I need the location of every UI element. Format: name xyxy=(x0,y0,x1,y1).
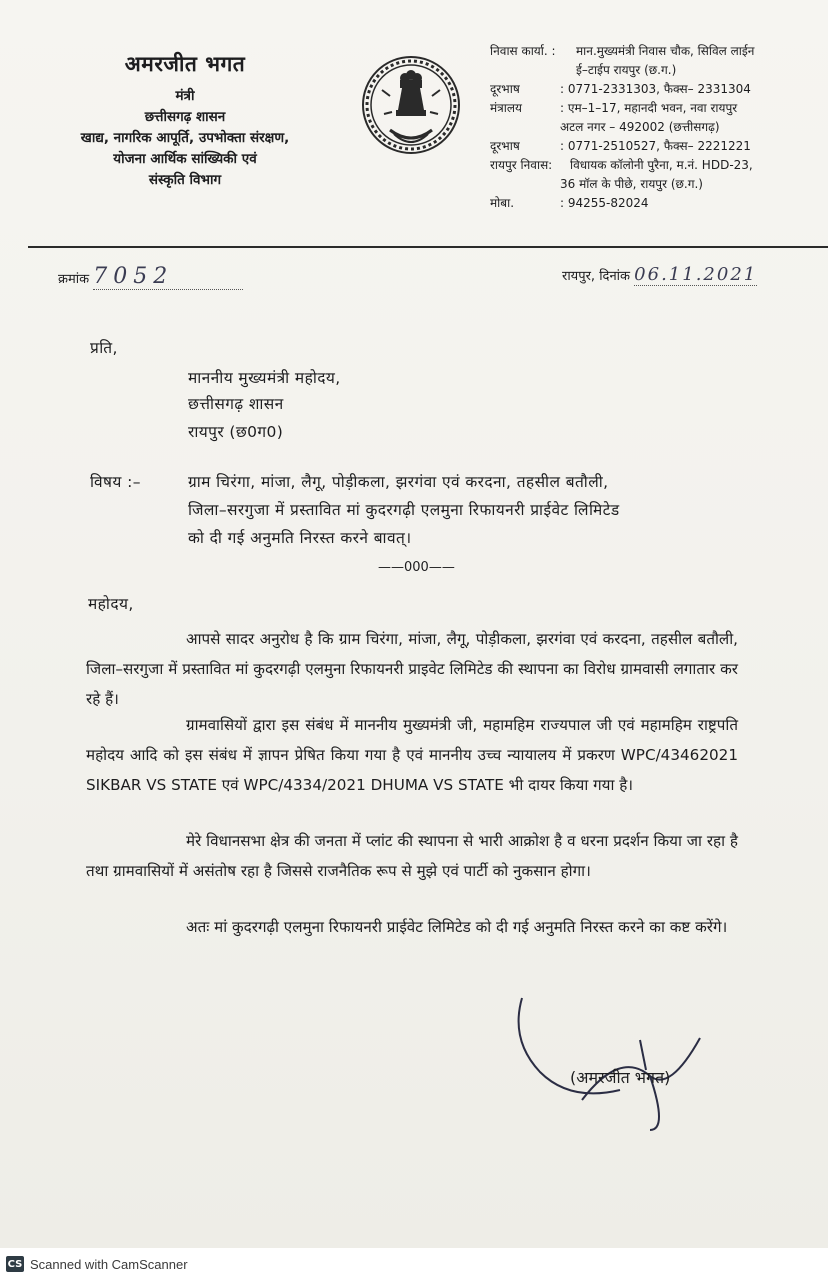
raipur-residence-address: विधायक कॉलोनी पुरैना, म.नं. HDD-23, xyxy=(570,158,753,172)
minister-name: अमरजीत भगत xyxy=(124,52,246,76)
subject-separator: ——000—— xyxy=(378,560,455,575)
government: छत्तीसगढ़ शासन xyxy=(144,109,226,125)
letterhead-left xyxy=(40,50,330,191)
subject-line: ग्राम चिरंगा, मांजा, लैगू, पोड़ीकला, झरगंवा एवं करदना, तहसील बतौली, xyxy=(188,473,609,491)
addressee-line: रायपुर (छ0ग0) xyxy=(188,423,284,441)
ministry-address: : एम–1–17, महानदी भवन, नवा रायपुर xyxy=(560,101,738,115)
date-label: रायपुर, दिनांक xyxy=(562,269,631,284)
subject-line: को दी गई अनुमति निरस्त करने बावत्। xyxy=(188,529,412,547)
phone-value: : 0771-2331303, फैक्स– 2331304 xyxy=(560,82,751,96)
office-label: निवास कार्या. : xyxy=(490,44,556,58)
body-paragraph: मेरे विधानसभा क्षेत्र की जनता में प्लांट की स्थापना से भारी आक्रोश है व धरना प्रदर्शन किया जा रहा है तथा ग्रामवासियों में असंतोष रहा है जिससे राजनैतिक रूप से मुझे एवं पार्टी को नुकसान होगा। xyxy=(86,832,738,880)
mobile-value: : 94255-82024 xyxy=(560,196,649,210)
salutation: महोदय, xyxy=(88,595,134,613)
phone-label: दूरभाष xyxy=(490,139,520,153)
addressee-line: छत्तीसगढ़ शासन xyxy=(188,395,284,413)
body-paragraph: ग्रामवासियों द्वारा इस संबंध में माननीय मुख्यमंत्री जी, महामहिम राज्यपाल जी एवं महामहिम राष्ट्रपति महोदय आदि को इस संबंध में ज्ञापन प्रेषित किया गया है एवं माननीय उच्च न्यायालय में प्रकरण WPC/43462021 SIKBAR VS STATE एवं WPC/4334/2021 DHUMA VS STATE भी दायर किया गया है। xyxy=(86,716,738,794)
raipur-residence-address-2: 36 मॉल के पीछे, रायपुर (छ.ग.) xyxy=(560,177,703,191)
department-line: खाद्य, नागरिक आपूर्ति, उपभोक्ता संरक्षण, xyxy=(80,130,290,146)
letter-date xyxy=(562,264,757,286)
scanner-footer xyxy=(0,1248,828,1280)
scanner-text: Scanned with CamScanner xyxy=(30,1256,188,1272)
office-address-2: ई–टाईप रायपुर (छ.ग.) xyxy=(576,63,677,77)
reference-number xyxy=(58,264,243,290)
raipur-residence-label: रायपुर निवास: xyxy=(490,158,553,172)
office-address: मान.मुख्यमंत्री निवास चौक, सिविल लाईन xyxy=(576,44,755,58)
mobile-label: मोबा. xyxy=(490,196,515,210)
body-paragraph: आपसे सादर अनुरोध है कि ग्राम चिरंगा, मांजा, लैगू, पोड़ीकला, झरगंवा एवं करदना, तहसील बतौली, जिला–सरगुजा में प्रस्तावित मां कुदरगढ़ी एलमुना रिफायनरी प्राइवेट लिमिटेड की स्थापना का विरोध ग्रामवासी लगातार कर रहे हैं। xyxy=(86,630,738,708)
reference-label: क्रमांक xyxy=(58,272,90,287)
subject-line: जिला–सरगुजा में प्रस्तावित मां कुदरगढ़ी एलमुना रिफायनरी प्राईवेट लिमिटेड xyxy=(188,501,620,519)
body-paragraph: अतः मां कुदरगढ़ी एलमुना रिफायनरी प्राईवेट लिमिटेड को दी गई अनुमति निरस्त करने का कष्ट करेंगे। xyxy=(186,918,728,936)
signatory-name: (अमरजीत भगत) xyxy=(570,1068,671,1087)
department-line: संस्कृति विभाग xyxy=(148,172,222,188)
ministry-address-2: अटल नगर – 492002 (छत्तीसगढ़) xyxy=(560,120,720,134)
prati-label: प्रति, xyxy=(90,339,118,357)
phone-value: : 0771-2510527, फैक्स– 2221221 xyxy=(560,139,751,153)
addressee-line: माननीय मुख्यमंत्री महोदय, xyxy=(188,369,341,387)
subject-label: विषय :– xyxy=(90,473,141,491)
date-value: 06.11.2021 xyxy=(634,264,758,285)
signature-scribble-icon xyxy=(500,980,740,1140)
designation: मंत्री xyxy=(175,88,195,104)
state-emblem-icon xyxy=(360,50,462,160)
header-divider xyxy=(28,246,828,248)
department-line: योजना आर्थिक सांख्यिकी एवं xyxy=(113,151,257,167)
camscanner-logo: CS xyxy=(6,1256,24,1272)
reference-value: 7052 xyxy=(93,264,243,290)
phone-label: दूरभाष xyxy=(490,82,520,96)
ministry-label: मंत्रालय xyxy=(490,101,523,115)
letterhead-contacts xyxy=(490,42,810,213)
